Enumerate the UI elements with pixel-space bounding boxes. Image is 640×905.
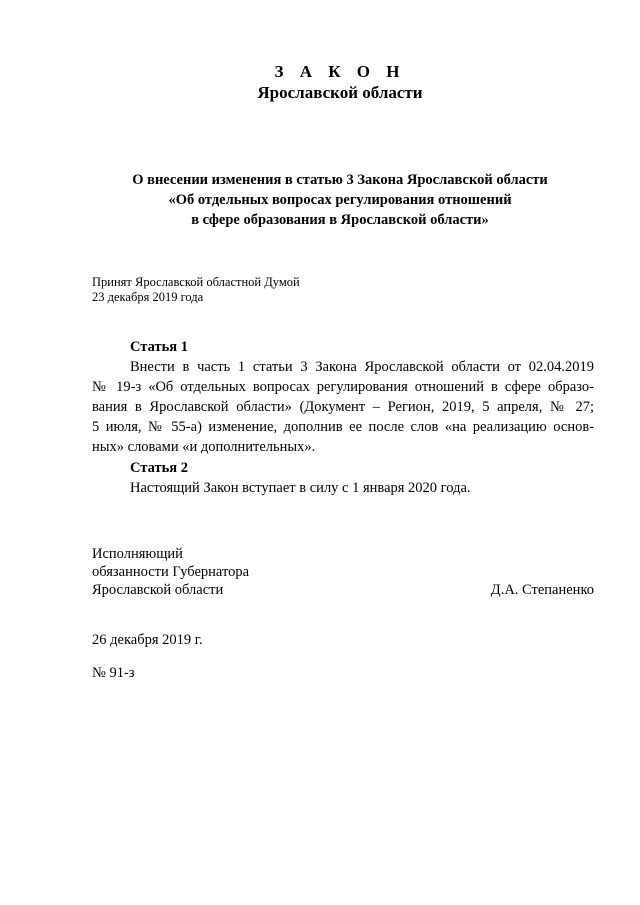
subject-line: «Об отдельных вопросах регулирования отношений (168, 192, 512, 208)
signatory-position: Исполняющий (92, 546, 183, 562)
signature-block (92, 545, 594, 599)
article-text-line: Внести в часть 1 статьи 3 Закона Ярославской области от 02.04.2019 (130, 359, 594, 375)
adoption-note (92, 275, 300, 305)
region-heading: Ярославской области (257, 83, 423, 102)
article-text-line: вания в Ярославской области» (Документ – Регион, 2019, 5 апреля, № 27; (92, 399, 594, 415)
article-text-line: ных» словами «и дополнительных». (92, 439, 316, 455)
subject-line: О внесении изменения в статью 3 Закона Ярославской области (132, 172, 548, 188)
article-2 (92, 458, 594, 498)
article-title: Статья 2 (130, 460, 188, 476)
signing-date: 26 декабря 2019 г. (92, 632, 203, 648)
signatory-position: обязанности Губернатора (92, 564, 250, 580)
article-1 (92, 337, 594, 457)
law-subject-title (90, 170, 590, 230)
article-text: Настоящий Закон вступает в силу с 1 января 2020 года. (130, 480, 471, 496)
subject-line: в сфере образования в Ярославской области» (191, 212, 489, 228)
article-text-line: 5 июля, № 55-а) изменение, дополнив ее после слов «на реализацию основ- (92, 419, 594, 435)
law-number: № 91-з (92, 665, 135, 681)
signatory-position: Ярославской области (92, 582, 224, 598)
adoption-date: 23 декабря 2019 года (92, 290, 204, 304)
article-text (92, 357, 594, 457)
article-text-line: № 19-з «Об отдельных вопросах регулирования отношений в сфере образо- (92, 379, 594, 395)
article-title: Статья 1 (130, 339, 188, 355)
law-heading: З А К О Н (274, 62, 406, 81)
adoption-body: Принят Ярославской областной Думой (92, 275, 300, 289)
signatory-name: Д.А. Степаненко (490, 582, 594, 598)
